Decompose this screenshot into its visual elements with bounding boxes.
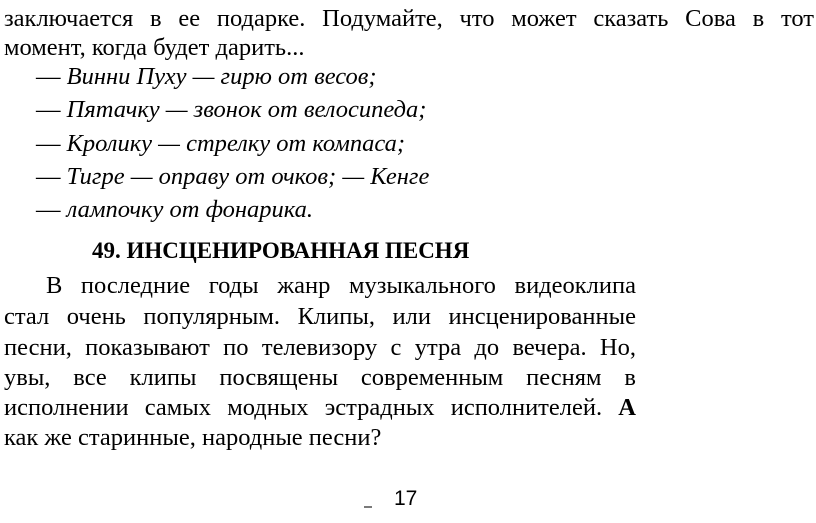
em-dash: —	[36, 96, 61, 123]
em-dash: —	[36, 63, 61, 90]
paragraph-line-6: как же старинные, народные песни?	[4, 424, 382, 451]
paragraph-line-5	[4, 393, 636, 423]
gift-text: Тигре — оправу от очков; — Кенге	[60, 163, 430, 190]
em-dash: —	[36, 163, 61, 190]
gift-item-kanga	[36, 195, 313, 225]
paragraph-line-1: В последние годы жанр музыкального видеоклипа	[46, 272, 636, 299]
em-dash: —	[36, 196, 61, 223]
gift-item-piglet	[36, 95, 426, 125]
section-heading: 49. ИНСЦЕНИРОВАННАЯ ПЕСНЯ	[92, 238, 470, 263]
paragraph-text: исполнении самых модных эстрадных исполнителей.	[4, 394, 603, 421]
page-number: 17	[394, 487, 418, 510]
intro-line-1: заключается в ее подарке. Подумайте, что может сказать Сова в тот	[4, 5, 814, 32]
gift-text: Пятачку — звонок от велосипеда;	[60, 96, 427, 123]
bold-word: А	[618, 394, 636, 421]
paragraph-line-2: стал очень популярным. Клипы, или инсценированные	[4, 303, 636, 330]
gift-item-tigger	[36, 162, 429, 192]
paragraph-line-3: песни, показывают по телевизору с утра до вечера. Но,	[4, 334, 636, 361]
em-dash: —	[36, 130, 61, 157]
footer-dash	[364, 506, 372, 508]
paragraph-line-4: увы, все клипы посвящены современным песням в	[4, 364, 636, 391]
gift-item-winnie	[36, 62, 377, 92]
gift-text: Винни Пуху — гирю от весов;	[60, 63, 377, 90]
intro-line-2: момент, когда будет дарить...	[4, 34, 305, 61]
gift-item-rabbit	[36, 129, 405, 159]
gift-text: лампочку от фонарика.	[60, 196, 314, 223]
gift-text: Кролику — стрелку от компаса;	[60, 130, 406, 157]
